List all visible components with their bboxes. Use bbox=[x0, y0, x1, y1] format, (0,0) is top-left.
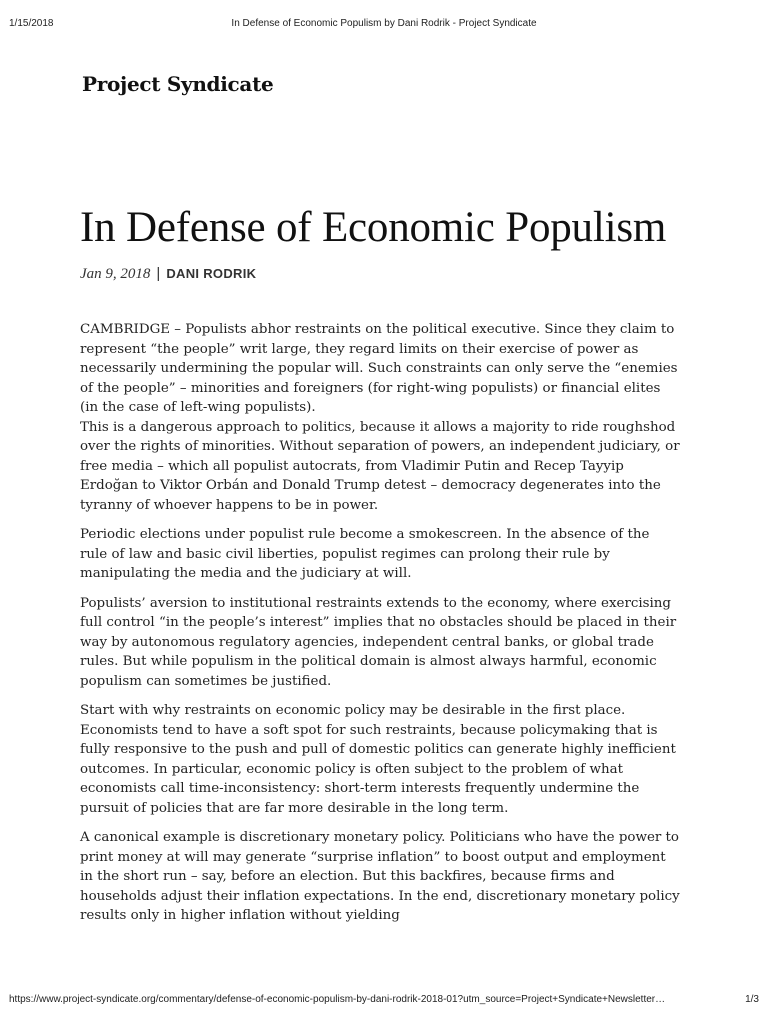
paragraph: Populists’ aversion to institutional restraints extends to the economy, where exercising full control “in the people’s interest” implies that no obstacles should be placed in their way by autonomous regulatory agencies, independent central banks, or global trade rules. But while populism in the political domain is almost always harmful, economic populism can sometimes be justified. bbox=[80, 595, 677, 689]
print-url: https://www.project-syndicate.org/commentary/defense-of-economic-populism-by-dani-rodrik-2018-01?utm_source=Project+Syndicate+Newsletter… bbox=[9, 994, 666, 1005]
page-number: 1/3 bbox=[745, 994, 759, 1005]
print-date: 1/15/2018 bbox=[9, 18, 54, 29]
site-logo[interactable]: Project Syndicate bbox=[82, 72, 274, 96]
paragraph: Start with why restraints on economic policy may be desirable in the first place. Economists tend to have a soft spot for such restraints, because policymaking that is fully responsive to the push and pull of domestic politics can generate highly inefficient outcomes. In particular, economic policy is often subject to the problem of what economists call time-inconsistency: short-term interests frequently undermine the pursuit of policies that are far more desirable in the long term. bbox=[80, 703, 676, 816]
print-page-title: In Defense of Economic Populism by Dani Rodrik - Project Syndicate bbox=[231, 18, 537, 29]
article-headline: In Defense of Economic Populism bbox=[80, 204, 667, 251]
paragraph: Periodic elections under populist rule become a smokescreen. In the absence of the rule of law and basic civil liberties, populist regimes can prolong their rule by manipulating the media and the judiciary at will. bbox=[80, 527, 650, 581]
byline bbox=[80, 264, 680, 285]
article-body bbox=[80, 320, 680, 926]
print-header bbox=[9, 18, 759, 32]
article bbox=[80, 202, 680, 926]
publish-date: Jan 9, 2018 bbox=[80, 266, 151, 282]
byline-separator: | bbox=[156, 265, 161, 282]
print-footer bbox=[9, 994, 759, 1008]
paragraph: This is a dangerous approach to politics, because it allows a majority to ride roughshod over the rights of minorities. Without separation of powers, an independent judiciary, or free media – which all populist autocrats, from Vladimir Putin and Recep Tayyip Erdoğan to Viktor Orbán and Donald Trump detest – democracy degenerates into the tyranny of whoever happens to be in power. bbox=[80, 419, 680, 513]
paragraph: A canonical example is discretionary monetary policy. Politicians who have the power to print money at will may generate “surprise inflation” to boost output and employment in the short run – say, before an election. But this backfires, because firms and households adjust their inflation expectations. In the end, discretionary monetary policy results only in higher inflation without yielding bbox=[80, 830, 680, 923]
author-link[interactable]: DANI RODRIK bbox=[166, 266, 257, 281]
paragraph: CAMBRIDGE – Populists abhor restraints on the political executive. Since they claim to represent “the people” writ large, they regard limits on their exercise of power as necessarily undermining the popular will. Such constraints can only serve the “enemies of the people” – minorities and foreigners (for right-wing populists) or financial elites (in the case of left-wing populists). bbox=[80, 322, 678, 415]
